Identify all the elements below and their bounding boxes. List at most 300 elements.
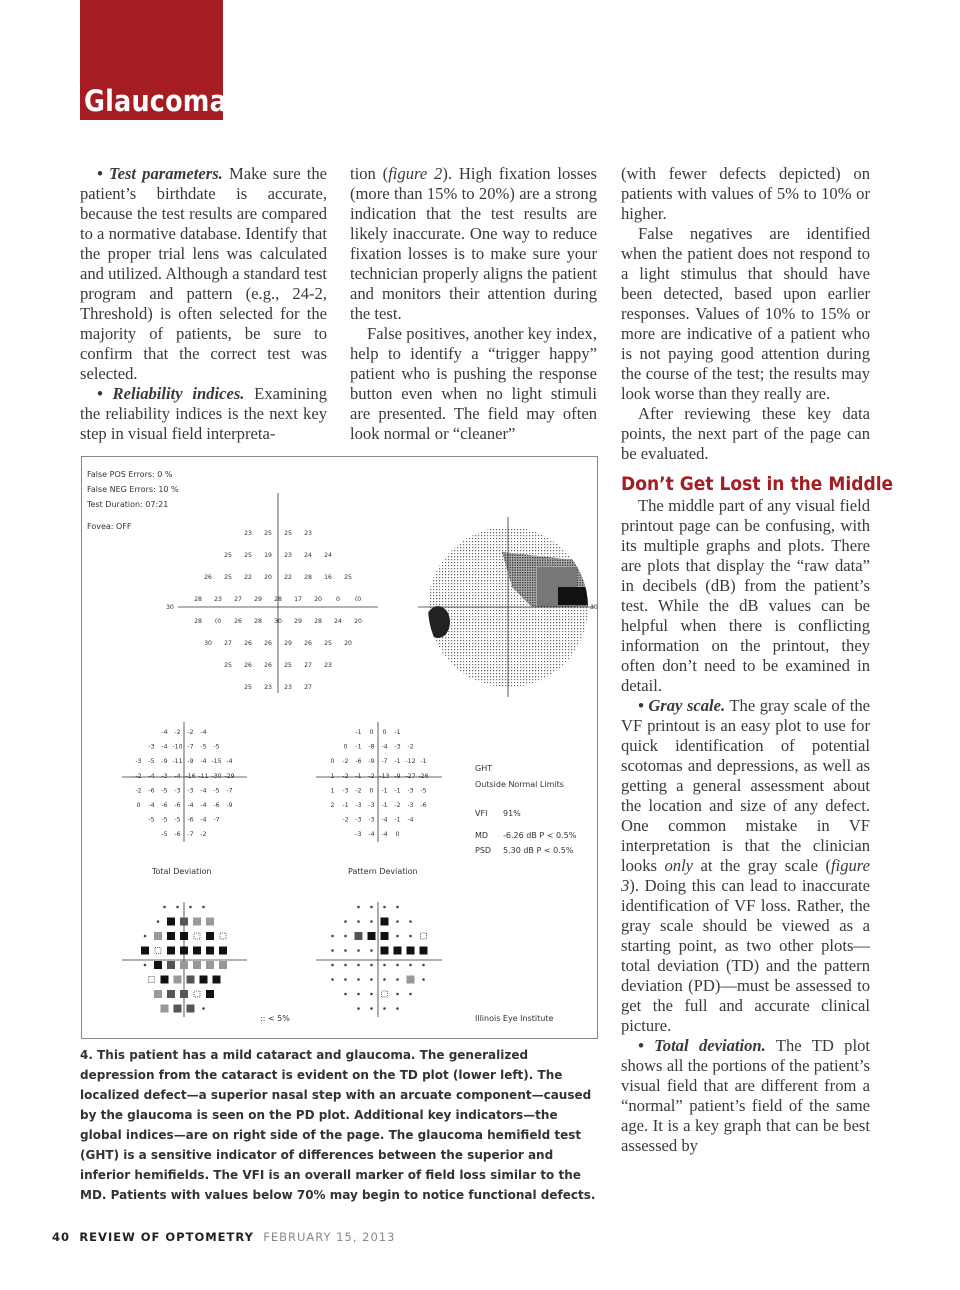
td-value: -5 <box>161 787 168 795</box>
td-value: -4 <box>200 787 207 795</box>
pd-value: -1 <box>394 729 401 736</box>
probability-symbol <box>194 933 200 939</box>
threshold-value: 22 <box>284 574 292 581</box>
pd-value: -7 <box>381 758 388 766</box>
threshold-value: 27 <box>304 662 312 669</box>
pd-value: -1 <box>381 802 388 809</box>
probability-symbol <box>187 1005 195 1013</box>
td-value: -6 <box>148 787 155 795</box>
institution: Illinois Eye Institute <box>475 1014 554 1023</box>
probability-symbol <box>344 935 347 938</box>
pd-value: -3 <box>355 802 362 809</box>
threshold-value: 26 <box>234 618 242 625</box>
gray-scale-plot <box>418 517 598 697</box>
probability-symbol <box>174 1005 182 1013</box>
probability-symbol <box>409 993 412 996</box>
psd-label: PSD <box>475 846 492 855</box>
probability-symbol <box>381 918 389 926</box>
probability-symbol <box>422 964 425 967</box>
td-value: -4 <box>200 729 207 736</box>
td-value: -4 <box>148 802 155 809</box>
threshold-value: (0 <box>214 618 222 625</box>
td-value: -5 <box>174 816 181 824</box>
total-deviation-values <box>135 729 234 838</box>
pd-value: -26 <box>418 772 429 780</box>
probability-symbol <box>167 961 175 969</box>
threshold-value: 23 <box>324 662 332 669</box>
probability-symbol <box>149 977 155 983</box>
probability-symbol <box>176 906 179 909</box>
probability-symbol <box>154 961 162 969</box>
probability-symbol <box>206 932 214 940</box>
pd-value: 0 <box>369 787 374 795</box>
td-value: -2 <box>200 831 207 839</box>
probability-symbol <box>167 918 175 926</box>
threshold-value: 17 <box>294 596 302 603</box>
probability-symbol <box>370 964 373 967</box>
threshold-value: 23 <box>244 530 252 537</box>
pd-value: -1 <box>355 729 362 736</box>
subheading: Don’t Get Lost in the Middle <box>621 473 894 495</box>
paragraph-reliability: • Reliability indices. Examining the reliability indices is the next key step in visual field interpreta- <box>80 384 327 443</box>
probability-symbol <box>355 932 363 940</box>
probability-symbol <box>155 948 161 954</box>
page-footer <box>52 1230 395 1244</box>
probability-symbol <box>167 947 175 955</box>
threshold-value: 20 <box>344 640 352 647</box>
probability-symbol <box>220 933 226 939</box>
pd-value: -6 <box>355 758 362 766</box>
td-value: -4 <box>200 816 207 824</box>
pd-value: -1 <box>342 802 349 809</box>
pd-value: -4 <box>381 816 388 824</box>
probability-symbol <box>396 920 399 923</box>
td-value: -16 <box>185 772 196 780</box>
probability-symbol <box>200 976 208 984</box>
probability-symbol <box>357 993 360 996</box>
probability-symbol <box>180 918 188 926</box>
probability-symbol <box>421 933 427 939</box>
probability-symbol <box>163 906 166 909</box>
threshold-value: 25 <box>284 662 292 669</box>
pd-value: -9 <box>368 758 375 766</box>
td-value: -2 <box>135 772 142 780</box>
svg-text:30: 30 <box>590 604 598 611</box>
probability-symbol <box>180 961 188 969</box>
probability-symbol <box>331 964 334 967</box>
probability-symbol <box>368 932 376 940</box>
probability-symbol <box>193 961 201 969</box>
td-value: -5 <box>213 787 220 795</box>
td-value: -7 <box>226 787 233 795</box>
threshold-value: 24 <box>324 552 332 559</box>
probability-symbol <box>344 949 347 952</box>
issue-date: FEBRUARY 15, 2013 <box>263 1230 396 1244</box>
td-value: -15 <box>211 758 222 766</box>
probability-symbol <box>206 947 214 955</box>
vfi-value: 91% <box>503 809 521 818</box>
pd-value: -3 <box>342 787 349 795</box>
text-column-1 <box>80 164 327 444</box>
ght-value: Outside Normal Limits <box>475 780 564 789</box>
threshold-value: 28 <box>274 596 282 603</box>
probability-symbol <box>407 947 415 955</box>
paragraph-false-positives: False positives, another key index, help to identify a “trigger happy” patient who is pushing the response button even when no light stimuli are presented. The field may often look normal or “cleaner” <box>350 324 597 443</box>
threshold-value: 30 <box>204 640 212 647</box>
probability-symbol <box>219 961 227 969</box>
td-value: -4 <box>161 729 168 736</box>
td-value: -3 <box>161 772 168 780</box>
td-value: -4 <box>174 772 181 780</box>
td-value: -5 <box>148 816 155 824</box>
probability-symbol <box>370 949 373 952</box>
probability-symbol <box>144 935 147 938</box>
paragraph-gray-scale: • Gray scale. The gray scale of the VF printout is an easy plot to use for quick identification of potential scotomas and depressions, as well as getting a general assessment about the location and size of any defect. One common mistake in VF interpretation is that the clinician looks only at the gray scale (figure 3). Doing this can lead to inaccurate identification of VF loss. Rather, the gray scale should be viewed as a starting point, as two other plots—total deviation (TD) and the pattern deviation (PD)—must be assessed to get the full and accurate clinical picture. <box>621 696 871 1035</box>
threshold-value: (0 <box>354 596 362 603</box>
threshold-value: 24 <box>304 552 312 559</box>
paragraph-middle: The middle part of any visual field printout page can be confusing, with its multiple graphs and plots. There are plots that display the “raw data” in decibels (dB) from the patient’s test. While the dB values can be helpful when there is conflicting information on the printout, they often don’t need to be examined in detail. <box>621 496 870 695</box>
probability-symbol <box>383 906 386 909</box>
threshold-value: 19 <box>264 552 272 559</box>
td-value: -11 <box>172 758 183 766</box>
pd-value: -2 <box>355 787 362 795</box>
pd-value: -3 <box>368 802 375 809</box>
threshold-value: 25 <box>224 552 232 559</box>
probability-symbol <box>206 961 214 969</box>
pd-value: 1 <box>330 787 335 795</box>
paragraph-total-deviation: • Total deviation. The TD plot shows all the portions of the patient’s visual field that are different from a “normal” patient’s field of the same age. It is a key graph that can be best assessed by <box>621 1036 870 1155</box>
probability-symbol <box>187 976 195 984</box>
td-value: -2 <box>187 729 194 736</box>
pd-value: -1 <box>394 816 401 824</box>
probability-symbol <box>357 949 360 952</box>
td-value: -6 <box>161 802 168 809</box>
threshold-value: 22 <box>244 574 252 581</box>
td-value: -30 <box>211 772 222 780</box>
vfi-label: VFI <box>475 809 488 818</box>
td-value: -9 <box>187 758 194 766</box>
pattern-deviation-values <box>331 729 429 838</box>
td-value: -5 <box>161 831 168 839</box>
probability-symbol <box>382 991 388 997</box>
probability-symbol <box>409 964 412 967</box>
threshold-value: 23 <box>264 684 272 691</box>
figure-caption: 4. This patient has a mild cataract and glaucoma. The generalized depression from the cataract is evident on the TD plot (lower left). The localized defect—a superior nasal step with an arcuate component—caused by the glaucoma is seen on the PD plot. Additional key indicators—the global indices—are on right side of the page. The glaucoma hemifield test (GHT) is a sensitive indicator of differences between the superior and inferior hemifields. The VFI is an overall marker of field loss similar to the MD. Patients with values below 70% may begin to notice functional defects. <box>80 1048 596 1202</box>
td-value: -29 <box>224 772 235 780</box>
threshold-value: 25 <box>344 574 352 581</box>
probability-symbol <box>331 949 334 952</box>
probability-symbol <box>396 1007 399 1010</box>
probability-symbol <box>357 1007 360 1010</box>
axis-label-30: 30 <box>166 604 174 611</box>
probability-symbol <box>202 906 205 909</box>
pd-value: -2 <box>407 743 414 751</box>
threshold-value: 27 <box>224 640 232 647</box>
probability-symbol <box>213 976 221 984</box>
pd-value: -3 <box>407 787 414 795</box>
probability-symbol <box>180 990 188 998</box>
threshold-value: 24 <box>334 618 342 625</box>
probability-symbol <box>144 964 147 967</box>
threshold-value: 26 <box>304 640 312 647</box>
psd-value: 5.30 dB P < 0.5% <box>503 846 574 855</box>
threshold-value: 23 <box>214 596 222 603</box>
probability-symbol <box>420 947 428 955</box>
td-value: -4 <box>148 772 155 780</box>
td-value: -3 <box>187 787 194 795</box>
td-value: -5 <box>161 816 168 824</box>
probability-symbol <box>357 920 360 923</box>
td-value: -11 <box>198 772 209 780</box>
threshold-value: 25 <box>244 552 252 559</box>
threshold-value: 26 <box>264 662 272 669</box>
probability-symbol <box>370 906 373 909</box>
pd-value: -9 <box>394 772 401 780</box>
pd-value: -2 <box>342 772 349 780</box>
probability-symbol <box>344 993 347 996</box>
threshold-value: 20 <box>314 596 322 603</box>
probability-symbol <box>407 976 415 984</box>
td-value: -7 <box>187 831 194 839</box>
pd-value: -6 <box>420 802 427 809</box>
td-value: -5 <box>213 743 220 751</box>
threshold-value: 25 <box>324 640 332 647</box>
page-number: 40 <box>52 1230 71 1244</box>
probability-symbol <box>161 976 169 984</box>
probability-symbol <box>409 920 412 923</box>
probability-symbol <box>370 978 373 981</box>
threshold-value: 25 <box>244 684 252 691</box>
false-neg-errors: False NEG Errors: 10 % <box>87 485 179 494</box>
probability-symbol <box>141 947 149 955</box>
pd-value: -3 <box>407 802 414 809</box>
pd-value: 0 <box>382 729 387 736</box>
text-column-3 <box>621 164 894 1156</box>
probability-symbol <box>174 976 182 984</box>
td-value: -5 <box>148 758 155 766</box>
probability-symbol <box>202 1007 205 1010</box>
pd-value: -2 <box>342 758 349 766</box>
pd-value: 0 <box>330 758 335 766</box>
pd-value: 1 <box>330 772 335 780</box>
threshold-value: 29 <box>294 618 302 625</box>
pd-value: 2 <box>330 802 335 809</box>
text-column-2 <box>350 164 597 444</box>
td-value: -3 <box>135 758 142 766</box>
threshold-value: 26 <box>244 640 252 647</box>
pd-value: -2 <box>368 772 375 780</box>
threshold-value: 23 <box>304 530 312 537</box>
pd-value: -3 <box>368 816 375 824</box>
pd-probability-plot <box>331 906 427 1010</box>
td-value: -5 <box>200 743 207 751</box>
section-header <box>80 0 227 120</box>
threshold-value: 27 <box>304 684 312 691</box>
probability-symbol <box>383 1007 386 1010</box>
pd-value: -2 <box>342 816 349 824</box>
probability-symbol <box>194 991 200 997</box>
threshold-value: 20 <box>354 618 362 625</box>
probability-symbol <box>154 990 162 998</box>
td-value: -3 <box>148 743 155 751</box>
td-value: -6 <box>174 802 181 809</box>
probability-symbol <box>383 978 386 981</box>
threshold-value: 23 <box>284 552 292 559</box>
threshold-value: 20 <box>264 574 272 581</box>
probability-symbol <box>206 918 214 926</box>
pd-value: -4 <box>381 831 388 839</box>
td-value: -2 <box>135 787 142 795</box>
pd-value: 0 <box>369 729 374 736</box>
pd-value: -12 <box>405 758 416 766</box>
md-label: MD <box>475 831 489 840</box>
probability-symbol <box>396 935 399 938</box>
pd-value: 0 <box>343 743 348 751</box>
probability-symbol <box>180 947 188 955</box>
pd-value: -4 <box>368 831 375 839</box>
probability-symbol <box>381 947 389 955</box>
probability-symbol <box>357 906 360 909</box>
section-title: Glaucoma <box>84 84 227 118</box>
td-value: -6 <box>213 802 220 809</box>
pd-value: -3 <box>355 816 362 824</box>
pd-value: -3 <box>394 743 401 751</box>
false-pos-errors: False POS Errors: 0 % <box>87 470 173 479</box>
probability-symbol <box>189 906 192 909</box>
paragraph-after-review: After reviewing these key data points, the next part of the page can be evaluated. <box>621 404 870 463</box>
threshold-value: 28 <box>194 618 202 625</box>
probability-symbol <box>370 920 373 923</box>
probability-symbol <box>193 947 201 955</box>
td-value: -6 <box>174 831 181 839</box>
pd-value: -3 <box>355 831 362 839</box>
threshold-value: 26 <box>244 662 252 669</box>
pd-value: -4 <box>381 743 388 751</box>
td-value: -6 <box>187 816 194 824</box>
probability-symbol <box>357 964 360 967</box>
probability-symbol <box>396 993 399 996</box>
paragraph-false-negatives: False negatives are identified when the patient does not respond to a light stimulus that should have been detected, based upon earlier responses. Values of 10% to 15% or more are indicative of a patient who is not paying good attention during the course of the test; the results may look worse than they really are. <box>621 224 870 403</box>
td-value: 0 <box>136 802 141 809</box>
pd-value: -1 <box>394 787 401 795</box>
paragraph-continuation: (with fewer defects depicted) on patients with values of 5% to 10% or higher. <box>621 164 870 223</box>
threshold-value: 28 <box>194 596 202 603</box>
probability-symbol <box>193 918 201 926</box>
probability-symbol <box>219 947 227 955</box>
td-value: -4 <box>161 743 168 751</box>
pd-value: 0 <box>395 831 400 839</box>
probability-symbol <box>396 906 399 909</box>
probability-symbol <box>344 920 347 923</box>
legend-p5: :: < 5% <box>260 1014 290 1023</box>
probability-symbol <box>381 932 389 940</box>
threshold-value: 23 <box>284 684 292 691</box>
threshold-value: 29 <box>254 596 262 603</box>
test-duration: Test Duration: 07:21 <box>87 500 169 509</box>
pd-value: -4 <box>407 816 414 824</box>
threshold-value: 25 <box>264 530 272 537</box>
threshold-value: 26 <box>264 640 272 647</box>
probability-symbol <box>344 978 347 981</box>
probability-symbol <box>180 932 188 940</box>
ght-title: GHT <box>475 764 493 773</box>
probability-symbol <box>394 947 402 955</box>
threshold-value: 16 <box>324 574 332 581</box>
pd-label: Pattern Deviation <box>348 867 418 876</box>
td-value: -10 <box>172 743 183 751</box>
td-value: -4 <box>226 758 233 766</box>
probability-symbol <box>383 964 386 967</box>
threshold-value: 28 <box>314 618 322 625</box>
pd-value: -8 <box>368 743 375 751</box>
probability-symbol <box>161 1005 169 1013</box>
paragraph-test-parameters: • Test parameters. Make sure the patient’s birthdate is accurate, because the test results are compared to a normative database. Identify that the proper trial lens was calculated and utilized. Although a standard test program and pattern (e.g., 24-2, Threshold) is often selected for the majority of patients, be sure to confirm that the correct test was selected. <box>80 164 328 383</box>
paragraph-fixation: tion (figure 2). High fixation losses (more than 15% to 20%) are a strong indication that the test results are likely inaccurate. One way to reduce fixation losses is to make sure your technician properly aligns the patient and monitors their attention during the test. <box>350 164 597 323</box>
probability-symbol <box>206 990 214 998</box>
pd-value: -5 <box>420 787 427 795</box>
pd-value: -1 <box>355 772 362 780</box>
probability-symbol <box>370 993 373 996</box>
threshold-value: 25 <box>224 662 232 669</box>
probability-symbol <box>167 990 175 998</box>
pd-value: -13 <box>379 772 390 780</box>
td-value: -9 <box>161 758 168 766</box>
pd-value: -1 <box>394 758 401 766</box>
pd-value: -1 <box>381 787 388 795</box>
td-value: -4 <box>187 802 194 809</box>
probability-symbol <box>331 978 334 981</box>
threshold-value: 30 <box>274 618 282 625</box>
visual-field-printout <box>81 456 598 1039</box>
probability-symbol <box>344 964 347 967</box>
probability-symbol <box>157 920 160 923</box>
td-value: -2 <box>174 729 181 736</box>
probability-symbol <box>396 964 399 967</box>
magazine-name: REVIEW OF OPTOMETRY <box>79 1230 254 1244</box>
threshold-value: 25 <box>224 574 232 581</box>
probability-symbol <box>167 932 175 940</box>
td-value: -7 <box>187 743 194 751</box>
probability-symbol <box>396 978 399 981</box>
probability-symbol <box>370 1007 373 1010</box>
pd-value: -2 <box>394 802 401 809</box>
md-value: -6.26 dB P < 0.5% <box>503 831 577 840</box>
threshold-value: 29 <box>284 640 292 647</box>
td-value: -3 <box>174 787 181 795</box>
fovea-status: Fovea: OFF <box>87 522 132 531</box>
pd-value: -1 <box>420 758 427 766</box>
probability-symbol <box>357 978 360 981</box>
td-label: Total Deviation <box>152 867 212 876</box>
threshold-value: 25 <box>284 530 292 537</box>
pd-value: -1 <box>355 743 362 751</box>
probability-symbol <box>154 932 162 940</box>
probability-symbol <box>331 935 334 938</box>
threshold-value: 28 <box>304 574 312 581</box>
td-value: -4 <box>200 758 207 766</box>
threshold-value: 27 <box>234 596 242 603</box>
td-value: -7 <box>213 816 220 824</box>
threshold-value: 26 <box>204 574 212 581</box>
td-value: -9 <box>226 802 233 809</box>
visual-field-svg <box>82 457 597 1038</box>
threshold-value: 0 <box>336 596 340 603</box>
probability-symbol <box>409 935 412 938</box>
td-value: -4 <box>200 802 207 809</box>
probability-symbol <box>422 978 425 981</box>
threshold-value: 28 <box>254 618 262 625</box>
pd-value: -27 <box>405 772 416 780</box>
